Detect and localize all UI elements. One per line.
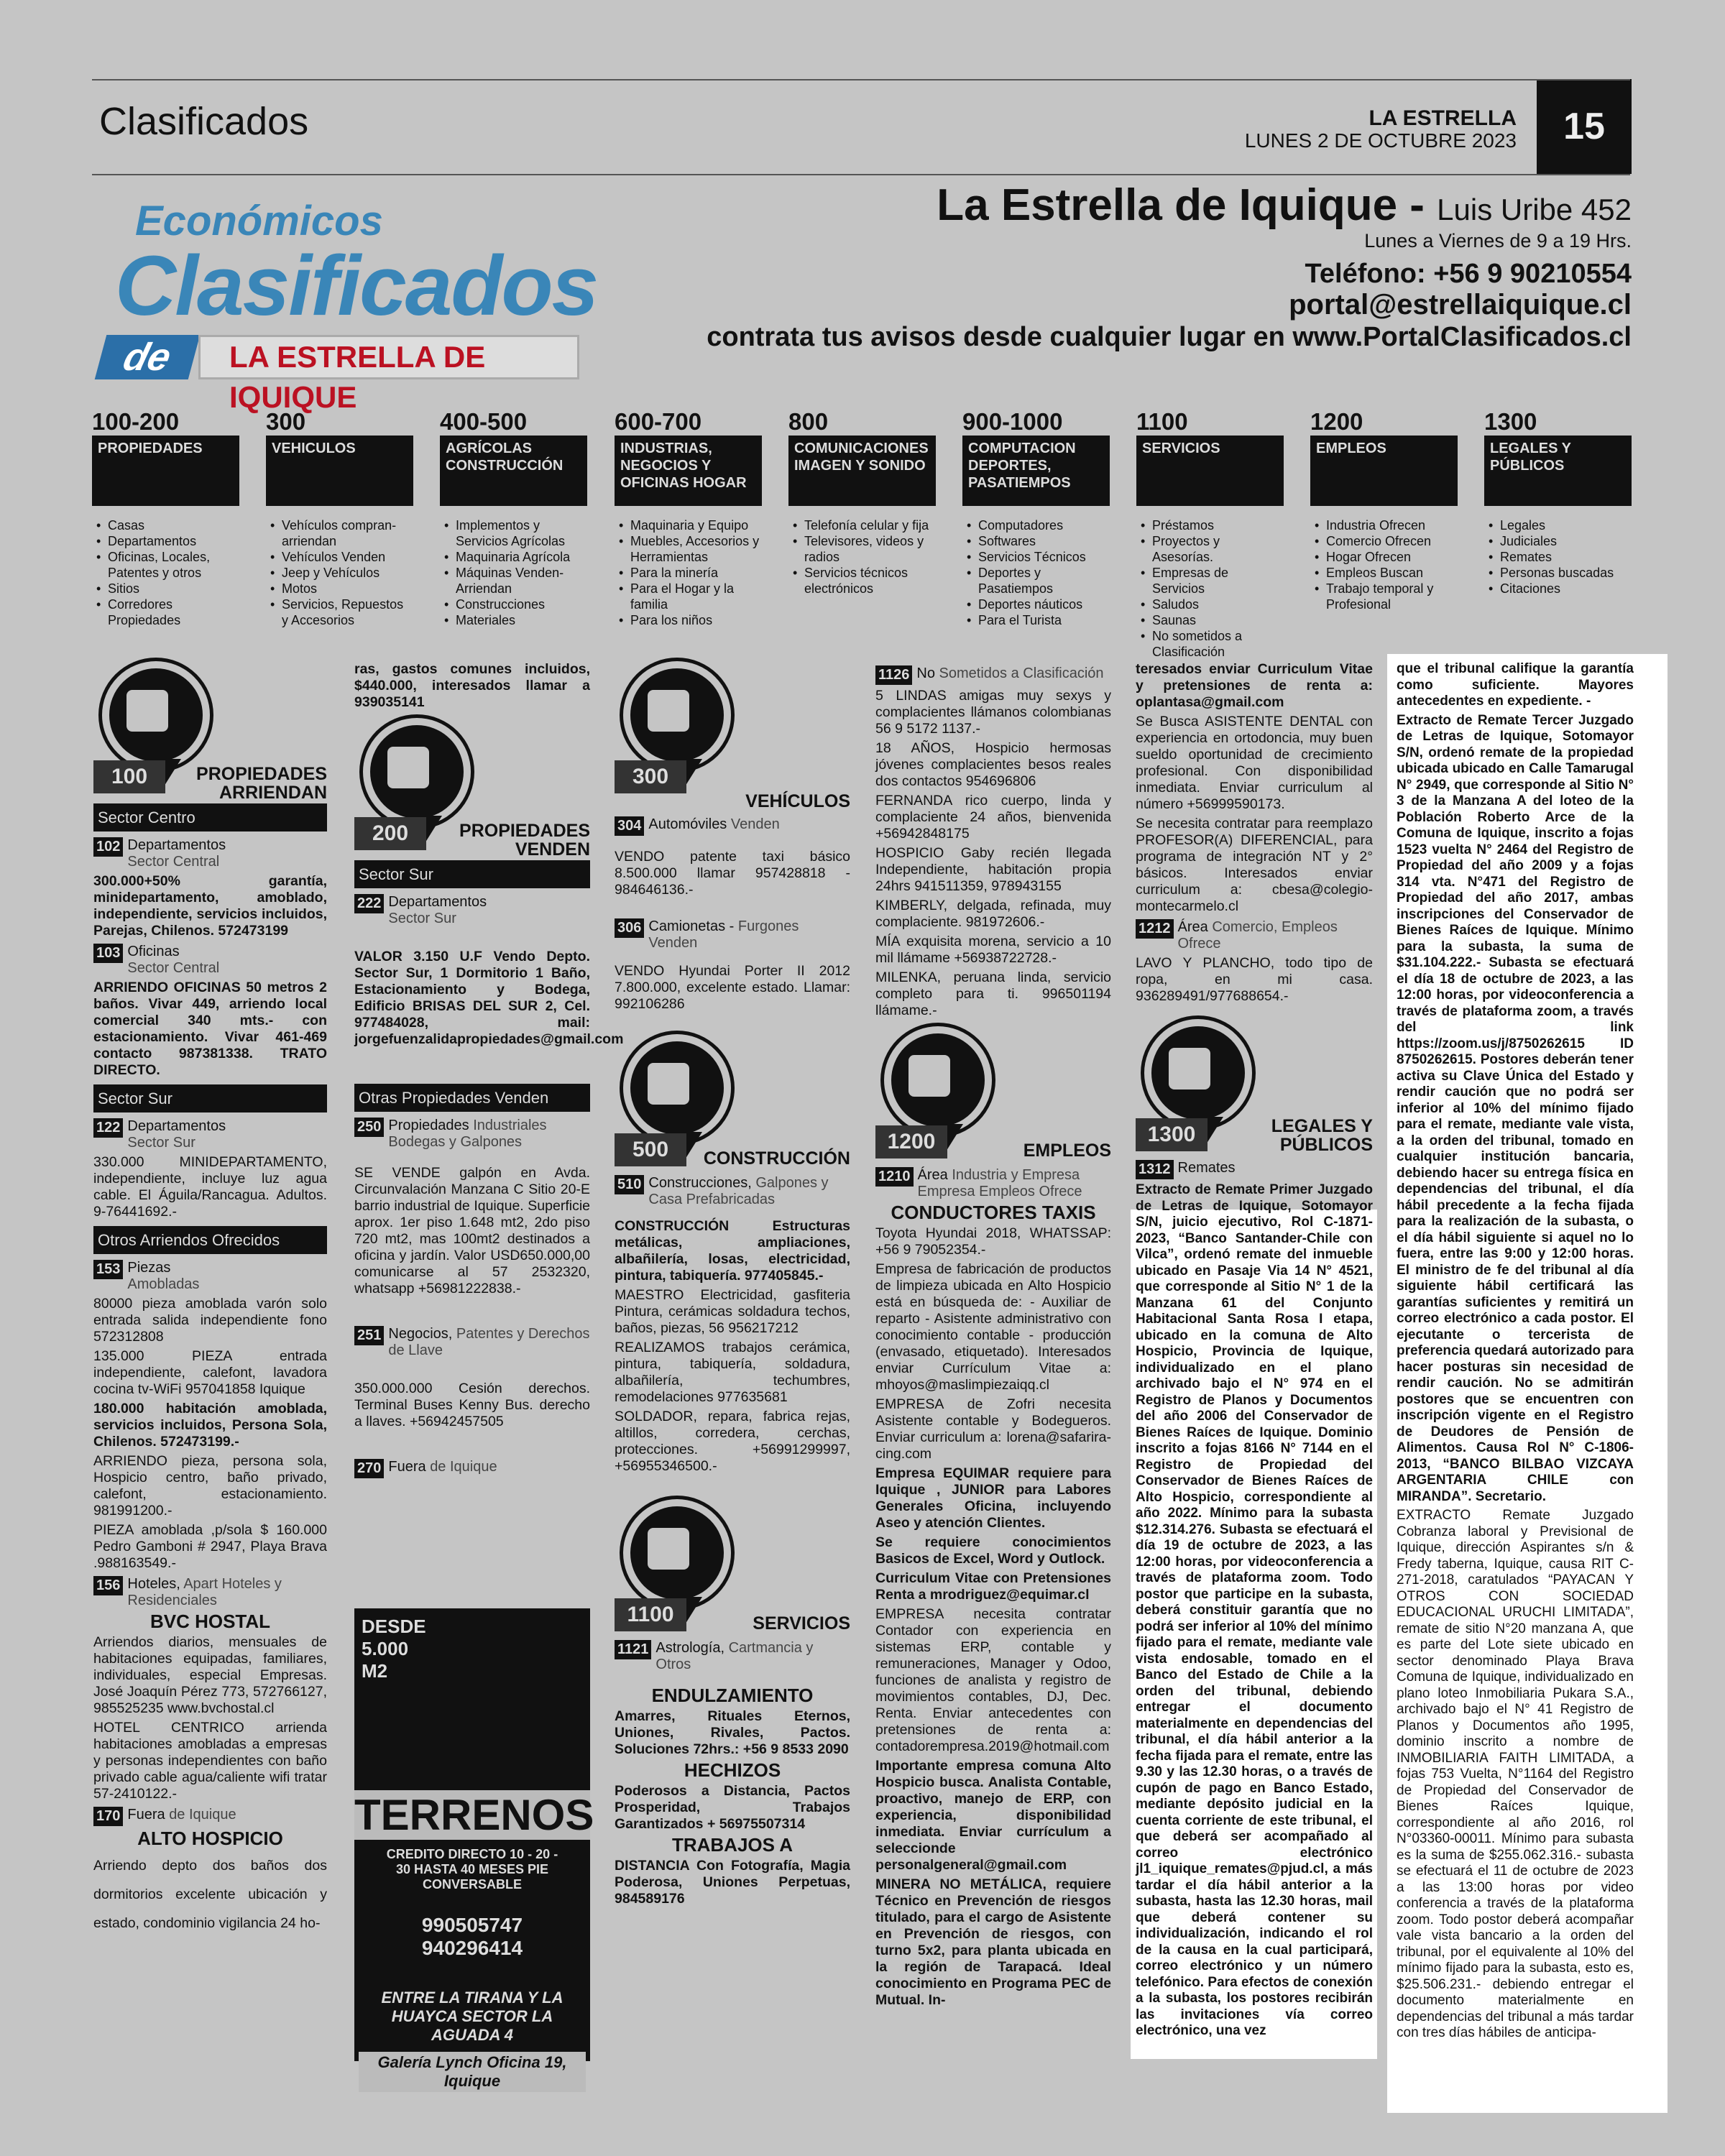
portal-web[interactable]: contrata tus avisos desde cualquier lugar en www.PortalClasificados.cl bbox=[707, 322, 1632, 352]
ad-text: Amarres, Rituales Eternos, Uniones, Rivales, Pactos. Soluciones 72hrs.: +56 9 8533 2090 bbox=[615, 1708, 850, 1757]
subcat-102: 102 Departamentos Sector Central bbox=[93, 837, 327, 870]
category-item: • Jeep y Vehículos bbox=[266, 565, 413, 581]
ad-text: LAVO Y PLANCHO, todo tipo de ropa, en mi casa. 936289491/977688654.- bbox=[1136, 955, 1373, 1004]
category-item: • Departamentos bbox=[92, 533, 239, 549]
column-2 bbox=[354, 661, 624, 1481]
scales-icon bbox=[1169, 1048, 1210, 1089]
subcat-170: 170 Fuera de Iquique bbox=[93, 1807, 327, 1826]
ad-text: teresados enviar Curriculum Vitae y pretensiones de renta a: oplantasa@gmail.com bbox=[1136, 661, 1373, 710]
publisher-address: Luis Uribe 452 bbox=[1437, 193, 1632, 226]
category-item: • Vehículos compran- arriendan bbox=[266, 517, 413, 549]
category-items bbox=[615, 517, 762, 628]
category-item: • Para el Turista bbox=[962, 612, 1110, 628]
column-1 bbox=[93, 661, 327, 1940]
category-number: 1200 bbox=[1310, 408, 1363, 435]
ad-text: Curriculum Vitae con Pretensiones Renta a mrodriguez@equimar.cl bbox=[875, 1570, 1111, 1603]
ad-text: Empresa de fabricación de productos de limpieza ubicada en Alto Hospicio está en búsqueda de: - Auxiliar de reparto - Asistente administrativo con conocimiento contable - producción (envasado, etiquetado). Interesados enviar Currículum Vitae a: mhoyos@maslimpiezaiqq.cl bbox=[875, 1261, 1111, 1393]
ad-text: PIEZA amoblada ,p/sola $ 160.000 Pedro Gamboni # 2947, Playa Brava .988163549.- bbox=[93, 1522, 327, 1571]
category-item: • Corredores Propiedades bbox=[92, 596, 239, 628]
subcat-1212: 1212 Área Comercio, Empleos Ofrece bbox=[1136, 919, 1373, 952]
category-item: • Oficinas, Locales, Patentes y otros bbox=[92, 549, 239, 581]
ad-text: HOSPICIO Gaby recién llegada Independiente, habitación propia 24hrs 941511359, 978943155 bbox=[875, 845, 1111, 894]
ad-text: Extracto de Remate Primer Juzgado de Letras de Iquique, Sotomayor S/N, juicio ejecutivo, Rol C-1871-2023, “Banco Santander-Chile con Vilca”, ordenó remate del inmueble ubicado en Pasaje Via 14 N° 4521, que corresponde al Sitio N° 1 de la Manzana 61 del Conjunto Habitacional Santa Rosa I etapa, ubicado en la comuna de Alto Hospicio, Provincia de Iquique, individualizado en el plano archivado bajo el N° 974 en el Registro de Planos y Documentos del año 2006 del Conservador de Bienes Raíces de Iquique. Dominio inscrito a fojas 8166 N° 7144 en el Registro de Propiedad del Conservador de Bienes Raíces de Alto Hospicio, correspondiente al año 2022. Mínimo para la subasta $12.314.276. Subasta se efectuará el día 19 de octubre de 2023, a las 12:00 horas, por videoconferencia a través de plataforma zoom. Todo postor que participe en la subasta, deberá constituir garantía que no podrá ser inferior al 10% del mínimo fijado para el remate, mediante vale vista endosable, tomado en el Banco del Estado de Chile a la orden del tribunal, debiendo entregar el documento materialmente en dependencias del tribunal, el día hábil anterior a la fecha fijada para el remate, entre las 9.30 y las 12.30 horas, o a través de cupón de pago en Banco Estado, mediante depósito judicial en la cuenta corriente de este tribunal, el que deberá ser acompañado al correo electrónico jl1_iquique_remates@pjud.cl, a más tardar el día hábil anterior a la subasta, hasta las 12.30 horas, mail que deberá contener su individualización, indicando el rol de la causa en la cual participará, correo electrónico y un número telefónico. Para efectos de conexión a la subasta, los postores recibirán las invitaciones vía correo electrónico, una vez bbox=[1136, 1182, 1373, 2038]
ad-text: VALOR 3.150 U.F Vendo Depto. Sector Sur, 1 Dormitorio 1 Baño, Estacionamiento y Bodega, Edificio BRISAS DEL SUR 2, Cel. 977484028, mail: jorgefuenzalidapropiedades@gmail.com bbox=[354, 949, 624, 1047]
category-item: • Préstamos bbox=[1136, 517, 1284, 533]
category-item: • Motos bbox=[266, 581, 413, 596]
ad-text: Importante empresa comuna Alto Hospicio busca. Analista Contable, proactivo, manejo de ERP, con experiencia, disponibilidad inmediata. Enviar currículum a seleccionde personalgeneral@gmail.com bbox=[875, 1758, 1111, 1873]
category-items bbox=[962, 517, 1110, 628]
ad-text: REALIZAMOS trabajos cerámica, pintura, tabiquería, soldadura, albañilería, techumbres, remodelaciones 977635681 bbox=[615, 1340, 850, 1405]
category-item: • Casas bbox=[92, 517, 239, 533]
ad-tel1: 990505747 bbox=[421, 1914, 523, 1936]
ad-text: Poderosos a Distancia, Pactos Prosperidad, Trabajos Garantizados + 56975507314 bbox=[615, 1783, 850, 1832]
category-title: INDUSTRIAS, NEGOCIOS Y OFICINAS HOGAR bbox=[615, 436, 762, 506]
header-rule-bottom bbox=[92, 174, 1630, 175]
ad-text: Se requiere conocimientos Basicos de Excel, Word y Outlock. bbox=[875, 1534, 1111, 1567]
category-item: • Servicios Técnicos bbox=[962, 549, 1110, 565]
badge-1100: 1100 SERVICIOS bbox=[615, 1499, 850, 1636]
subcat-156: 156 Hoteles, Apart Hoteles y Residenciales bbox=[93, 1576, 327, 1609]
excavator-icon bbox=[648, 1063, 689, 1105]
ad-text: Arriendos diarios, mensuales de habitaciones equipadas, familiares, individuales, especial Empresas. José Joaquín Pérez 773, 572766127, 985525235 www.bvchostal.cl bbox=[93, 1634, 327, 1716]
terrenos-ad bbox=[354, 1608, 594, 2090]
ad-text: ARRIENDO OFICINAS 50 metros 2 baños. Vivar 449, arriendo local comercial 340 mts.- con estacionamiento. Vivar 461-469 contacto 987381338. TRATO DIRECTO. bbox=[93, 980, 327, 1078]
ad-text: Toyota Hyundai 2018, WHATSSAP: +56 9 79052354.- bbox=[875, 1225, 1111, 1258]
category-item: • Computadores bbox=[962, 517, 1110, 533]
ad-text: Empresa EQUIMAR requiere para Iquique , JUNIOR para Labores Generales Oficina, incluyendo Aseo y atención Clientes. bbox=[875, 1465, 1111, 1531]
category-item: • Implementos y Servicios Agrícolas bbox=[440, 517, 587, 549]
subcat-304: 304 Automóviles Venden bbox=[615, 816, 850, 836]
paper-name: LA ESTRELLA bbox=[1368, 106, 1517, 130]
category-item: • Servicios técnicos electrónicos bbox=[788, 565, 936, 596]
ad-text: Se Busca ASISTENTE DENTAL con experiencia en ortodoncia, muy buen sueldo oportunidad de crecimiento profesional. Con disponibilidad inmediata. Enviar curriculum al número +56999590173. bbox=[1136, 714, 1373, 812]
car-icon bbox=[648, 690, 689, 732]
category-number: 300 bbox=[266, 408, 306, 435]
logo-clasificados: Clasificados bbox=[115, 239, 598, 333]
ad-galeria: Galería Lynch Oficina 19, Iquique bbox=[359, 2052, 586, 2092]
ad-text: Extracto de Remate Tercer Juzgado de Letras de Iquique, Sotomayor S/N, ordenó remate de la propiedad ubicada ubicado en Calle Tamarugal N° 2949, que corresponde al Sitio N° 3 de la Manzana A del loteo de la Población Roberto Arce de la Comuna de Iquique, inscrito a fojas 1523 vuelta N° 2464 del Registro de Propiedad del año 2009 y a fojas 314 vta. N°471 del Registro de Propiedad del año 2017, ambas inscripciones del Conservador de Bienes Raíces de Iquique. Mínimo para la subasta, la suma de $31.104.222.- Subasta se efectuará el día 18 de octubre de 2023, a las 12:00 horas, por videoconferencia a través de plataforma zoom, a través del link https://zoom.us/j/8750262615 ID 8750262615. Postores deberán tener activa su Clave Única del Estado y rendir caución que no podrá ser inferior al 10% del mínimo fijado para el remate, mediante vale vista, a la orden del tribunal, tomado en cualquier institución bancaria, debiendo hacer su entrega física en dependencias del tribunal, el día hábil precedente a la fecha fijada para la realización de la subasta, o el día hábil siguiente si aquel no lo fuera, entre las 9:00 y 12:00 horas. El ministro de fe del tribunal al día siguiente hábil certificará las garantías suficientes y remitirá un correo electrónico a cada postor. El ejecutante o tercerista de preferencia quedará autorizado para hacer posturas sin necesidad de rendir caución. No se admitirán postores que se encuentren con inscripción vigente en el Registro de Deudores de Pensión de Alimentos. Causa Rol N° C-1806-2013, “BANCO BILBAO VIZCAYA ARGENTARIA CHILE con MIRANDA”. Secretario. bbox=[1397, 712, 1634, 1504]
column-5 bbox=[1136, 661, 1373, 2042]
category-title: AGRÍCOLAS CONSTRUCCIÓN bbox=[440, 436, 587, 506]
category-8 bbox=[1484, 408, 1632, 596]
category-item: • Empresas de Servicios bbox=[1136, 565, 1284, 596]
column-4 bbox=[875, 661, 1111, 2012]
category-item: • Maquinaria Agrícola bbox=[440, 549, 587, 565]
category-item: • Comercio Ofrecen bbox=[1310, 533, 1458, 549]
ad-text: ras, gastos comunes incluidos, $440.000, interesados llamar a 939035141 bbox=[354, 661, 590, 710]
category-item: • Saludos bbox=[1136, 596, 1284, 612]
badge-1300: 1300 LEGALES Y PÚBLICOS bbox=[1136, 1019, 1373, 1156]
sector-header: Sector Sur bbox=[93, 1084, 327, 1112]
category-item: • Materiales bbox=[440, 612, 587, 628]
category-items bbox=[788, 517, 936, 596]
category-item: • Deportes y Pasatiempos bbox=[962, 565, 1110, 596]
issue-date: LUNES 2 DE OCTUBRE 2023 bbox=[1244, 129, 1517, 152]
ad-text: KIMBERLY, delgada, refinada, muy complaciente. 981972606.- bbox=[875, 898, 1111, 930]
category-item: • Empleos Buscan bbox=[1310, 565, 1458, 581]
page-number: 15 bbox=[1537, 79, 1632, 174]
ad-text: 80000 pieza amoblada varón solo entrada salida independiente fono 572312808 bbox=[93, 1296, 327, 1345]
category-item: • Hogar Ofrecen bbox=[1310, 549, 1458, 565]
category-4 bbox=[788, 408, 936, 596]
ad-text: MILENKA, peruana linda, servicio completo para ti. 996501194 llámame.- bbox=[875, 969, 1111, 1018]
sector-header: Otros Arriendos Ofrecidos bbox=[93, 1226, 327, 1254]
category-number: 100-200 bbox=[92, 408, 180, 435]
category-6 bbox=[1136, 408, 1284, 660]
category-items bbox=[266, 517, 413, 628]
subcat-103: 103 Oficinas Sector Central bbox=[93, 944, 327, 977]
category-item: • Para los niños bbox=[615, 612, 762, 628]
logo-band: LA ESTRELLA DE IQUIQUE bbox=[198, 335, 579, 379]
ad-text: que el tribunal califique la garantía como suficiente. Mayores antecedentes en expediente. - bbox=[1397, 661, 1634, 709]
category-item: • Citaciones bbox=[1484, 581, 1632, 596]
category-title: VEHICULOS bbox=[266, 436, 413, 506]
heading: CONDUCTORES TAXIS bbox=[891, 1202, 1096, 1223]
category-number: 1100 bbox=[1136, 408, 1188, 435]
subcat-222: 222 Departamentos Sector Sur bbox=[354, 894, 590, 927]
subcat-1121: 1121 Astrología, Cartmancia y Otros bbox=[615, 1640, 850, 1673]
ad-text: MINERA NO METÁLICA, requiere Técnico en Prevención de riesgos titulado, para el cargo de Asistente en Prevención de riesgos, con turno 5x2, para planta ubicada en la región de Tarapacá. Ideal conocimiento en Programa PEC de Mutual. In- bbox=[875, 1876, 1111, 2008]
ad-text: SOLDADOR, repara, fabrica rejas, altillos, corredera, cerchas, protecciones. +56991299997, +56955346500.- bbox=[615, 1409, 850, 1474]
ad-text: EMPRESA de Zofri necesita Asistente contable y Bodegueros. Enviar curriculum a: lorena@safarira-cing.com bbox=[875, 1396, 1111, 1462]
subcat-122: 122 Departamentos Sector Sur bbox=[93, 1118, 327, 1151]
subcat-1312: 1312 Remates bbox=[1136, 1160, 1373, 1179]
category-title: LEGALES Y PÚBLICOS bbox=[1484, 436, 1632, 506]
category-number: 400-500 bbox=[440, 408, 528, 435]
category-item: • Personas buscadas bbox=[1484, 565, 1632, 581]
category-item: • Remates bbox=[1484, 549, 1632, 565]
category-item: • Softwares bbox=[962, 533, 1110, 549]
subcat-1126: 1126 No Sometidos a Clasificación bbox=[875, 665, 1111, 685]
category-item: • Maquinaria y Equipo bbox=[615, 517, 762, 533]
clasificados-logo bbox=[101, 194, 598, 414]
subcat-250: 250 Propiedades Industriales Bodegas y Galpones bbox=[354, 1118, 590, 1151]
category-item: • Vehículos Venden bbox=[266, 549, 413, 565]
category-items bbox=[1310, 517, 1458, 612]
ad-text: MÍA exquisita morena, servicio a 10 mil llámame +56938722728.- bbox=[875, 934, 1111, 966]
office-hours: Lunes a Viernes de 9 a 19 Hrs. bbox=[1364, 230, 1632, 252]
publisher-name: La Estrella de Iquique - Luis Uribe 452 bbox=[937, 180, 1632, 230]
phone: Teléfono: +56 9 90210554 bbox=[1305, 259, 1632, 289]
category-0 bbox=[92, 408, 239, 628]
heading: BVC HOSTAL bbox=[150, 1611, 271, 1632]
category-1 bbox=[266, 408, 413, 628]
portal-email[interactable]: portal@estrellaiquique.cl bbox=[1289, 289, 1632, 321]
ad-terrenos: TERRENOS bbox=[354, 1791, 594, 1839]
category-item: • Judiciales bbox=[1484, 533, 1632, 549]
category-title: SERVICIOS bbox=[1136, 436, 1284, 506]
category-title: COMUNICACIONES IMAGEN Y SONIDO bbox=[788, 436, 936, 506]
house-dollar-icon bbox=[387, 747, 429, 788]
house-icon bbox=[126, 690, 168, 732]
ad-text: 5 LINDAS amigas muy sexys y complacientes llámanos colombianas 56 9 5172 1137.- bbox=[875, 688, 1111, 737]
category-number: 900-1000 bbox=[962, 408, 1063, 435]
logo-de: de bbox=[95, 335, 201, 379]
category-items bbox=[1484, 517, 1632, 596]
category-items bbox=[440, 517, 587, 628]
logo-economicos: Económicos bbox=[135, 198, 383, 244]
category-title: COMPUTACION DEPORTES, PASATIEMPOS bbox=[962, 436, 1110, 506]
category-number: 1300 bbox=[1484, 408, 1537, 435]
category-items bbox=[92, 517, 239, 628]
category-item: • Para el Hogar y la familia bbox=[615, 581, 762, 612]
ad-credito: CREDITO DIRECTO 10 - 20 - 30 HASTA 40 MESES PIE CONVERSABLE bbox=[386, 1847, 558, 1892]
ad-text: 350.000.000 Cesión derechos. Terminal Buses Kenny Bus. derecho a llaves. +56942457505 bbox=[354, 1381, 590, 1429]
category-title: EMPLEOS bbox=[1310, 436, 1458, 506]
subcat-251: 251 Negocios, Patentes y Derechos de Llave bbox=[354, 1326, 590, 1359]
category-7 bbox=[1310, 408, 1458, 612]
category-3 bbox=[615, 408, 762, 628]
category-item: • Construcciones bbox=[440, 596, 587, 612]
column-3 bbox=[615, 661, 850, 1910]
heading: TRABAJOS A bbox=[671, 1834, 794, 1856]
ad-text: 330.000 MINIDEPARTAMENTO, independiente, incluye luz agua cable. El Águila/Rancagua. Adultos. 9-76441692.- bbox=[93, 1154, 327, 1220]
category-item: • Muebles, Accesorios y Herramientas bbox=[615, 533, 762, 565]
category-item: • Proyectos y Asesorías. bbox=[1136, 533, 1284, 565]
header-rule bbox=[92, 79, 1630, 80]
category-item: • Televisores, videos y radios bbox=[788, 533, 936, 565]
ad-text: CONSTRUCCIÓN Estructuras metálicas, ampliaciones, albañilería, losas, electricidad, pintura, tabiquería. 977405845.- bbox=[615, 1218, 850, 1284]
badge-200: 200 PROPIEDADES VENDEN bbox=[354, 718, 590, 854]
category-item: • Industria Ofrecen bbox=[1310, 517, 1458, 533]
ad-text: VENDO Hyundai Porter II 2012 7.800.000, excelente estado. Llamar: 992106286 bbox=[615, 963, 850, 1012]
category-item: • No sometidos a Clasificación bbox=[1136, 628, 1284, 660]
category-items bbox=[1136, 517, 1284, 660]
category-item: • Para la minería bbox=[615, 565, 762, 581]
subcat-1210: 1210 Área Industria y Empresa Empresa Empleos Ofrece bbox=[875, 1167, 1111, 1200]
section-title: Clasificados bbox=[99, 100, 309, 143]
category-item: • Saunas bbox=[1136, 612, 1284, 628]
ad-text: EXTRACTO Remate Juzgado Cobranza laboral y Previsional de Iquique, dirección Aspirantes s/n & Fredy taberna, Iquique, causa RIT C-271-2018, caratulados “PAYACAN Y OTROS CON SOCIEDAD EDUCACIONAL URUCHI LIMITADA”, remate de sitio N°20 manzana A, que es parte del Lote siete ubicado en sector denominado Playa Brava Comuna de Iquique, individualizado en plano loteo Inmobiliaria Pukara S.A., archivado bajo el N° 41 Registro de Planos y Documentos año 1995, dominio inscrito a nombre de INMOBILIARIA FAITH LIMITADA, a fojas 753 Vuelta, N°1164 del Registro de Propiedad del Conservador de Bienes Raíces Iquique, correspondiente al año 2016, rol N°03360-00011. Mínimo para subasta es la suma de $255.062.316.- subasta se efectuará el 11 de octubre de 2023 a las 13:00 horas por video conferencia a través de la plataforma zoom. Todo postor deberá acompañar vale vista bancario a la orden del tribunal, por el equivalente al 10% del mínimo fijado para la subasta, esto es, $25.506.231.- debiendo entregar el documento materialmente en dependencias del tribunal a más tardar con tres días hábiles de anticipa- bbox=[1397, 1508, 1634, 2040]
ad-text: 135.000 PIEZA entrada independiente, calefont, lavadora cocina tv-WiFi 957041858 Iquique bbox=[93, 1348, 327, 1397]
ad-desde: DESDE 5.000 M2 bbox=[362, 1616, 426, 1682]
category-item: • Sitios bbox=[92, 581, 239, 596]
badge-100: 100 PROPIEDADES ARRIENDAN bbox=[93, 661, 327, 798]
ad-tel2: 940296414 bbox=[421, 1937, 523, 1959]
ad-text: 18 AÑOS, Hospicio hermosas jóvenes complacientes besos reales dos contactos 954696806 bbox=[875, 740, 1111, 789]
column-6 bbox=[1397, 661, 1634, 2045]
ad-text: HOTEL CENTRICO arrienda habitaciones amobladas a empresas y personas independientes con baño privado cable agua/caliente wifi tratar 57-2410122.- bbox=[93, 1720, 327, 1802]
ad-text: VENDO patente taxi básico 8.500.000 llamar 957428818 - 984646136.- bbox=[615, 849, 850, 898]
heading: ALTO HOSPICIO bbox=[137, 1828, 283, 1849]
category-item: • Legales bbox=[1484, 517, 1632, 533]
category-item: • Trabajo temporal y Profesional bbox=[1310, 581, 1458, 612]
category-5 bbox=[962, 408, 1110, 628]
sector-header: Otras Propiedades Venden bbox=[354, 1084, 590, 1112]
ad-text: FERNANDA rico cuerpo, linda y complaciente 24 años, bienvenida +56942848175 bbox=[875, 793, 1111, 842]
sector-header: Sector Centro bbox=[93, 803, 327, 831]
badge-1200: 1200 EMPLEOS bbox=[875, 1026, 1111, 1163]
subcat-306: 306 Camionetas - Furgones Venden bbox=[615, 918, 850, 952]
ad-text: DISTANCIA Con Fotografía, Magia Poderosa, Uniones Perpetuas, 984589176 bbox=[615, 1858, 850, 1907]
category-item: • Servicios, Repuestos y Accesorios bbox=[266, 596, 413, 628]
category-2 bbox=[440, 408, 587, 628]
ad-text: 180.000 habitación amoblada, servicios incluidos, Persona Sola, Chilenos. 572473199.- bbox=[93, 1401, 327, 1450]
badge-500: 500 CONSTRUCCIÓN bbox=[615, 1034, 850, 1171]
search-person-icon bbox=[908, 1055, 950, 1097]
ad-entre: ENTRE LA TIRANA Y LA HUAYCA SECTOR LA AGUADA 4 bbox=[381, 1989, 564, 2044]
ad-text: Se necesita contratar para reemplazo PROFESOR(A) DIFERENCIAL, para programa de integración NT y 2° básicos. Interesados enviar curriculum a: cbesa@colegio-montecarmelo.cl bbox=[1136, 816, 1373, 914]
subcat-270: 270 Fuera de Iquique bbox=[354, 1459, 590, 1478]
subcat-153: 153 Piezas Amobladas bbox=[93, 1260, 327, 1293]
ad-text: MAESTRO Electricidad, gasfiteria Pintura, cerámicas soldadura techos, baños, piezas, 56 956217212 bbox=[615, 1287, 850, 1336]
ad-text: SE VENDE galpón en Avda. Circunvalación Manzana C Sitio 20-E barrio industrial de Iquique. Superficie aprox. 1er piso 1.648 mt2, 2do piso 720 mt2, mas 100mt2 destinados a oficina y jardín. Valor USD650.000,00 comunicarse al 57 2532320, whatsapp +56981222838.- bbox=[354, 1165, 590, 1296]
category-item: • Telefonía celular y fija bbox=[788, 517, 936, 533]
category-item: • Máquinas Venden- Arriendan bbox=[440, 565, 587, 596]
ad-text: EMPRESA necesita contratar Contador con experiencia en sistemas ERP, contable y remuneraciones, Manager y Odoo, funciones de analista y registro de movimientos contables, DJ, Dec. Renta. Enviar antecedentes con pretensiones de renta a: contadorempresa.2019@hotmail.com bbox=[875, 1606, 1111, 1754]
category-number: 800 bbox=[788, 408, 829, 435]
heading: HECHIZOS bbox=[684, 1759, 781, 1781]
category-title: PROPIEDADES bbox=[92, 436, 239, 506]
subcat-510: 510 Construcciones, Galpones y Casa Prefabricadas bbox=[615, 1175, 850, 1208]
badge-300: 300 VEHÍCULOS bbox=[615, 661, 850, 798]
ad-text: 300.000+50% garantía, minidepartamento, amoblado, independiente, servicios incluidos, Parejas, Chilenos. 572473199 bbox=[93, 873, 327, 939]
ad-text: Arriendo depto dos baños dos dormitorios excelente ubicación y estado, condominio vigilancia 24 ho- bbox=[93, 1858, 327, 1931]
category-number: 600-700 bbox=[615, 408, 702, 435]
heading: ENDULZAMIENTO bbox=[651, 1685, 814, 1706]
sector-header: Sector Sur bbox=[354, 860, 590, 888]
ad-text: ARRIENDO pieza, persona sola, Hospicio centro, baño privado, calefont, estacionamiento. 981991200.- bbox=[93, 1453, 327, 1519]
cloche-icon bbox=[648, 1528, 689, 1570]
category-item: • Deportes náuticos bbox=[962, 596, 1110, 612]
